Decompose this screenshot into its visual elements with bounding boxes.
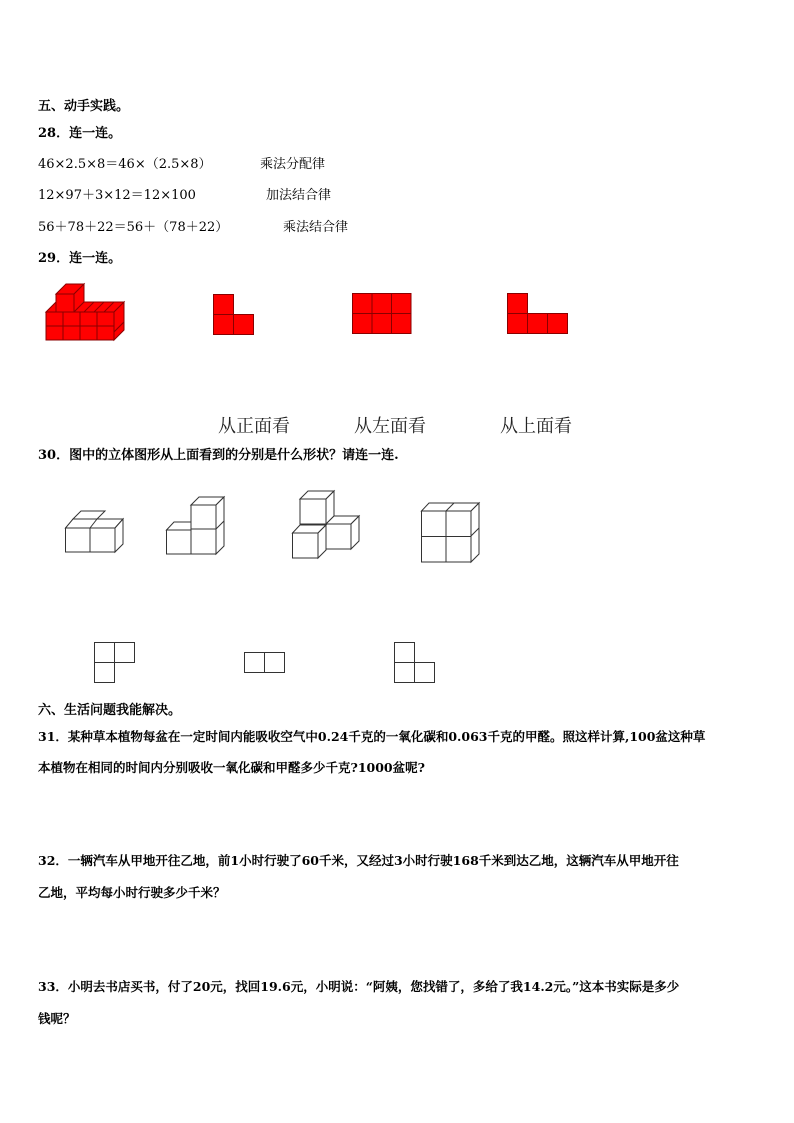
q29-title: 29．连一连。 <box>38 251 122 266</box>
q28-law-3: 乘法结合律 <box>283 220 349 235</box>
q28-equation-2: 12×97＋3×12＝12×100 <box>38 188 196 203</box>
q30-solid-2 <box>166 496 228 556</box>
q30-title: 30．图中的立体图形从上面看到的分别是什么形状？请连一连. <box>38 448 399 463</box>
q29-view-label-left: 从左面看 <box>354 416 426 437</box>
section-5-heading: 五、动手实践。 <box>38 99 130 114</box>
q30-solid-4 <box>421 502 483 564</box>
q28-title: 28．连一连。 <box>38 126 122 141</box>
q31-line-2: 本植物在相同的时间内分别吸收一氧化碳和甲醛多少千克?1000盆呢? <box>38 760 425 775</box>
q29-view-label-front: 从正面看 <box>218 416 290 437</box>
q29-view-shape-2 <box>352 293 412 335</box>
q29-view-shape-1 <box>213 294 255 336</box>
q29-red-solid <box>46 284 126 342</box>
q31-line-1: 31．某种草本植物每盆在一定时间内能吸收空气中0.24千克的一氧化碳和0.063千克的甲醛。照这样计算,100盆这种草 <box>38 729 706 744</box>
q32-line-2: 乙地，平均每小时行驶多少千米？ <box>38 885 226 900</box>
q28-law-2: 加法结合律 <box>266 188 332 203</box>
q30-top-view-2 <box>244 652 286 674</box>
q28-equation-3: 56＋78＋22＝56＋（78＋22） <box>38 220 229 235</box>
q30-top-view-1 <box>94 642 136 684</box>
q28-law-1: 乘法分配律 <box>260 157 326 172</box>
q30-solid-3 <box>292 490 364 560</box>
q33-line-1: 33．小明去书店买书，付了20元，找回19.6元，小明说：“阿姨，您找错了，多给了我14.2元。”这本书实际是多少 <box>38 979 680 994</box>
q32-line-1: 32．一辆汽车从甲地开往乙地，前1小时行驶了60千米，又经过3小时行驶168千米到达乙地，这辆汽车从甲地开往 <box>38 853 679 868</box>
q33-line-2: 钱呢？ <box>38 1011 76 1026</box>
q28-equation-1: 46×2.5×8＝46×（2.5×8） <box>38 157 212 172</box>
section-6-heading: 六、生活问题我能解决。 <box>38 703 182 718</box>
q29-view-shape-3 <box>507 293 569 335</box>
q29-view-label-top: 从上面看 <box>500 416 572 437</box>
q30-top-view-3 <box>394 642 436 684</box>
q30-solid-1 <box>65 510 127 554</box>
